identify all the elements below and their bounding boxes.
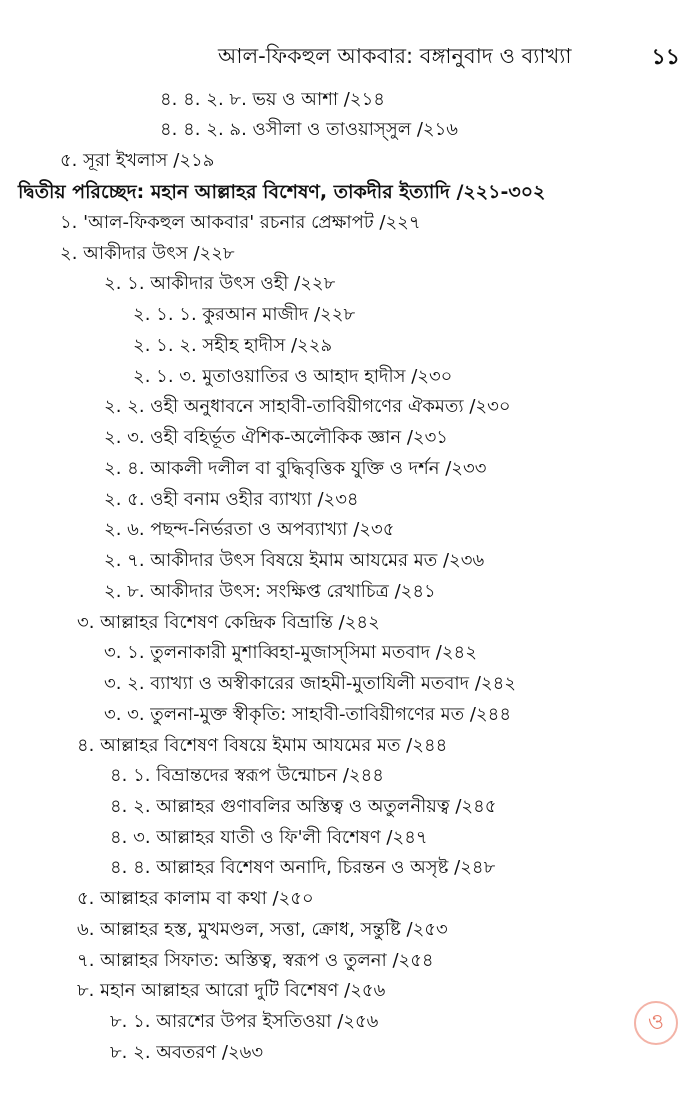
toc-entry: ৫. আল্লাহর কালাম বা কথা /২৫০ <box>77 888 314 909</box>
toc-entry: ২. ১. ১. কুরআন মাজীদ /২২৮ <box>133 304 356 325</box>
toc-entry: ২. ৫. ওহী বনাম ওহীর ব্যাখ্যা /২৩৪ <box>104 489 359 510</box>
toc-chapter-heading: দ্বিতীয় পরিচ্ছেদ: মহান আল্লাহর বিশেষণ, তাকদীর ইত্যাদি /২২১-৩০২ <box>18 181 546 203</box>
toc-entry: ৩. ১. তুলনাকারী মুশাব্বিহা-মুজাস্‌সিমা মতবাদ /২৪২ <box>104 642 477 663</box>
toc-entry: ৪. ৪. আল্লাহর বিশেষণ অনাদি, চিরন্তন ও অসৃষ্ট /২৪৮ <box>110 857 496 878</box>
toc-entry: ২. ৭. আকীদার উৎস বিষয়ে ইমাম আযমের মত /২৩৬ <box>104 550 485 571</box>
toc-entry: ৮. ১. আরশের উপর ইসতিওয়া /২৫৬ <box>110 1011 379 1032</box>
page-header <box>0 38 700 74</box>
toc-entry: ৮. ২. অবতরণ /২৬৩ <box>110 1042 264 1063</box>
toc-entry: ৪. ৪. ২. ৯. ওসীলা ও তাওয়াস্‌সুল /২১৬ <box>160 119 458 140</box>
page-number: ১১ <box>651 45 680 70</box>
toc-entry: ৪. আল্লাহর বিশেষণ বিষয়ে ইমাম আযমের মত /২৪৪ <box>77 735 448 756</box>
toc-entry: ৪. ১. বিভ্রান্তদের স্বরূপ উন্মোচন /২৪৪ <box>110 765 384 786</box>
toc-entry: ৫. সূরা ইখলাস /২১৯ <box>60 150 215 171</box>
toc-entry: ২. আকীদার উৎস /২২৮ <box>60 243 235 264</box>
toc-entry: ৩. ৩. তুলনা-মুক্ত স্বীকৃতি: সাহাবী-তাবিয়ীগণের মত /২৪৪ <box>104 704 511 725</box>
toc-entry: ৪. ২. আল্লাহর গুণাবলির অস্তিত্ব ও অতুলনীয়ত্ব /২৪৫ <box>110 796 497 817</box>
toc-entry: ২. ১. ৩. মুতাওয়াতির ও আহাদ হাদীস /২৩০ <box>133 366 453 387</box>
toc-entry: ৪. ৪. ২. ৮. ভয় ও আশা /২১৪ <box>160 89 385 110</box>
toc-entry: ৭. আল্লাহর সিফাত: অস্তিত্ব, স্বরূপ ও তুলনা /২৫৪ <box>77 950 434 971</box>
running-title: আল-ফিকহুল আকবার: বঙ্গানুবাদ ও ব্যাখ্যা <box>218 44 572 68</box>
toc-entry: ২. ১. আকীদার উৎস ওহী /২২৮ <box>104 273 336 294</box>
toc-entry: ২. ১. ২. সহীহ হাদীস /২২৯ <box>133 335 333 356</box>
toc-entry: ১. 'আল-ফিকহুল আকবার' রচনার প্রেক্ষাপট /২২৭ <box>60 212 421 233</box>
toc-entry: ২. ৩. ওহী বহির্ভূত ঐশিক-অলৌকিক জ্ঞান /২৩১ <box>104 427 448 448</box>
toc-entry: ৩. ২. ব্যাখ্যা ও অস্বীকারের জাহমী-মুতাযিলী মতবাদ /২৪২ <box>104 673 516 694</box>
toc-entry: ২. ৮. আকীদার উৎস: সংক্ষিপ্ত রেখাচিত্র /২৪১ <box>104 581 436 602</box>
toc-entry: ২. ৬. পছন্দ-নির্ভরতা ও অপব্যাখ্যা /২৩৫ <box>104 519 395 540</box>
toc-entry: ২. ৪. আকলী দলীল বা বুদ্ধিবৃত্তিক যুক্তি ও দর্শন /২৩৩ <box>104 458 487 479</box>
toc-entry: ৩. আল্লাহর বিশেষণ কেন্দ্রিক বিভ্রান্তি /২৪২ <box>77 612 380 633</box>
toc-entry: ৪. ৩. আল্লাহর যাতী ও ফি'লী বিশেষণ /২৪৭ <box>110 827 428 848</box>
toc-entry: ২. ২. ওহী অনুধাবনে সাহাবী-তাবিয়ীগণের ঐকমত্য /২৩০ <box>104 396 511 417</box>
toc-entry: ৮. মহান আল্লাহর আরো দুটি বিশেষণ /২৫৬ <box>77 980 386 1001</box>
watermark-logo-icon: ও <box>634 1001 678 1045</box>
toc-entry: ৬. আল্লাহর হস্ত, মুখমণ্ডল, সত্তা, ক্রোধ, সন্তুষ্টি /২৫৩ <box>77 919 448 940</box>
